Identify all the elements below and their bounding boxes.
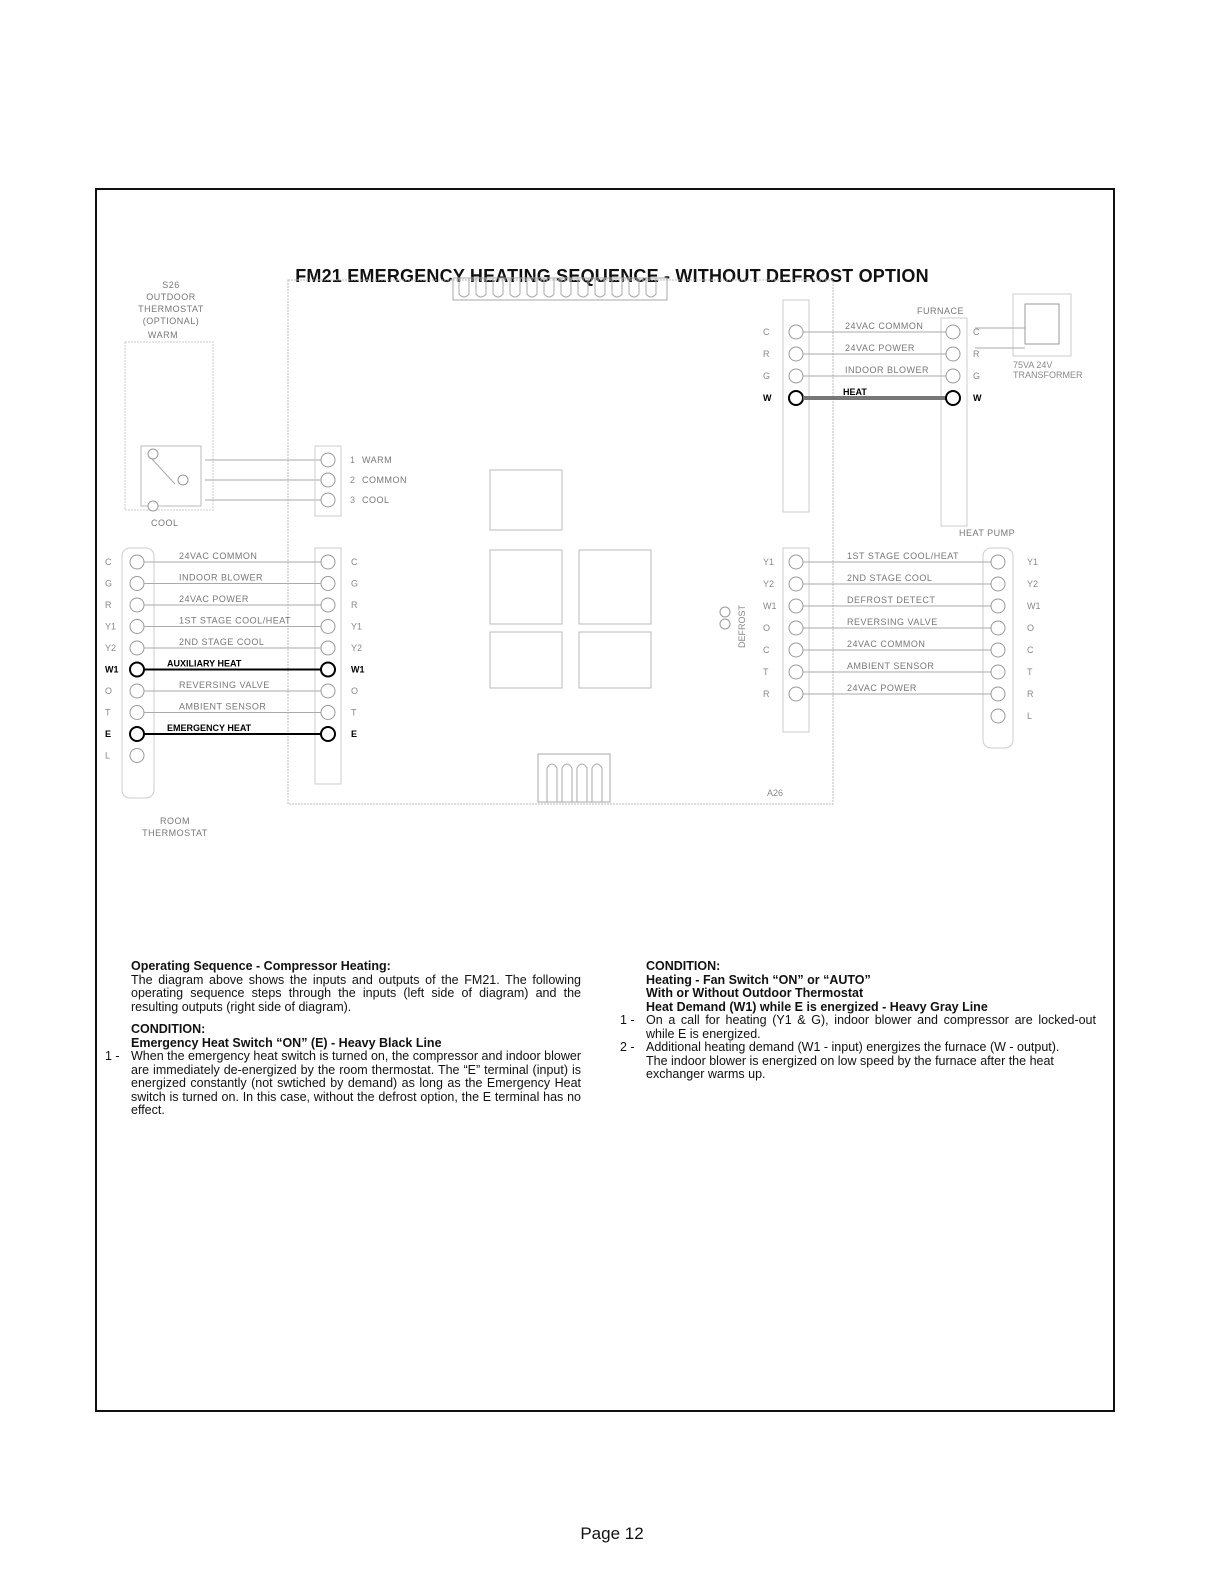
- wire-label: AMBIENT SENSOR: [179, 701, 267, 712]
- furnace-label: FURNACE: [917, 306, 965, 316]
- connector-finger: [561, 278, 571, 297]
- connector-finger: [527, 278, 537, 297]
- room-terminal: [130, 749, 144, 763]
- heat-pump-board-letter: R: [763, 689, 770, 699]
- room-terminal-letter: G: [105, 578, 113, 589]
- board-input-terminal: [321, 620, 335, 634]
- furnace-terminal: [946, 347, 960, 361]
- room-terminal: [130, 641, 144, 655]
- board-input-terminal: [321, 706, 335, 720]
- furnace-terminal-letter: C: [973, 327, 980, 337]
- right-subheading-1: Heating - Fan Switch “ON” or “AUTO”: [646, 972, 871, 987]
- connector-finger: [510, 278, 520, 297]
- board-input-letter: Y2: [351, 643, 363, 653]
- heat-pump-board-block: [783, 548, 809, 732]
- heat-pump-wire-label: AMBIENT SENSOR: [847, 661, 935, 671]
- heat-pump-terminal-letter: T: [1027, 667, 1033, 677]
- heat-pump-board-letter: Y2: [763, 579, 775, 589]
- board-input-letter: E: [351, 729, 358, 739]
- connector-finger: [612, 278, 622, 297]
- control-board-outline: [288, 280, 833, 804]
- wire-label: EMERGENCY HEAT: [167, 723, 252, 733]
- page-title: FM21 EMERGENCY HEATING SEQUENCE - WITHOUT DEFROST OPTION: [295, 266, 929, 286]
- defrost-terminal-2: [720, 619, 730, 629]
- top-connector: [453, 278, 667, 300]
- connector-finger: [562, 764, 572, 802]
- room-terminal-letter: C: [105, 557, 112, 567]
- heat-pump-board-letter: O: [763, 623, 771, 633]
- room-terminal: [130, 598, 144, 612]
- relay-5: [579, 632, 651, 688]
- board-input-letter: R: [351, 600, 358, 610]
- heat-pump-board-letter: W1: [763, 601, 777, 611]
- connector-finger: [629, 278, 639, 297]
- outdoor-terminal-number: 3: [350, 495, 356, 505]
- connector-finger: [578, 278, 588, 297]
- furnace-board-letter: R: [763, 349, 770, 359]
- outdoor-terminal: [321, 493, 335, 507]
- furnace-board-letter: G: [763, 371, 771, 381]
- furnace-terminal-letter: W: [973, 393, 982, 403]
- furnace-board-letter: W: [763, 393, 772, 403]
- heat-pump-terminal: [991, 599, 1005, 613]
- heat-pump-board-letter: T: [763, 667, 769, 677]
- room-terminal: [130, 620, 144, 634]
- room-terminal-letter: W1: [105, 664, 119, 675]
- left-heading: Operating Sequence - Compressor Heating:: [131, 959, 391, 973]
- heat-pump-wire-label: 1ST STAGE COOL/HEAT: [847, 551, 960, 561]
- wire-label: INDOOR BLOWER: [179, 572, 264, 583]
- connector-finger: [595, 278, 605, 297]
- relay-2: [490, 550, 562, 624]
- furnace-terminal: [946, 325, 960, 339]
- board-input-terminal: [321, 555, 335, 569]
- board-input-letter: Y1: [351, 621, 363, 632]
- room-terminal-letter: E: [105, 729, 112, 739]
- furnace-wire-label: 24VAC POWER: [845, 343, 915, 353]
- heat-pump-terminal: [991, 643, 1005, 657]
- furnace-board-terminal: [789, 347, 803, 361]
- heat-pump-terminal-letter: C: [1027, 645, 1034, 655]
- right-step-1-num: 1 -: [620, 1013, 635, 1027]
- heat-pump-wire-label: 2ND STAGE COOL: [847, 573, 933, 583]
- left-condition: CONDITION:: [131, 1022, 206, 1036]
- left-text-column: [105, 959, 581, 1118]
- heat-pump-board-terminal: [789, 643, 803, 657]
- connector-finger: [577, 764, 587, 802]
- outdoor-terminal: [321, 473, 335, 487]
- room-terminal: [130, 663, 144, 677]
- outdoor-terminal-name: COMMON: [362, 475, 407, 485]
- wire-label: 24VAC COMMON: [179, 551, 258, 561]
- board-input-letter: G: [351, 578, 359, 589]
- right-subheading-2: With or Without Outdoor Thermostat: [646, 986, 864, 1000]
- right-step-2: [620, 1040, 1096, 1055]
- right-subheading-3: Heat Demand (W1) while E is energized - Heavy Gray Line: [646, 999, 988, 1014]
- heat-pump-board-terminal: [789, 577, 803, 591]
- room-terminal: [130, 706, 144, 720]
- connector-finger: [544, 278, 554, 297]
- heat-pump-wire-label: REVERSING VALVE: [847, 617, 938, 627]
- heat-pump-terminal: [991, 621, 1005, 635]
- heat-pump-terminal-letter: L: [1027, 711, 1033, 721]
- outdoor-terminal-number: 2: [350, 475, 356, 485]
- cool-label: COOL: [151, 518, 179, 528]
- relay-4: [490, 632, 562, 688]
- heat-pump-board-terminal: [789, 687, 803, 701]
- room-terminal: [130, 555, 144, 569]
- right-text-column: [620, 959, 1096, 1082]
- heat-pump-terminal: [991, 555, 1005, 569]
- page-number: Page 12: [580, 1524, 644, 1543]
- heat-pump-terminal: [991, 577, 1005, 591]
- board-input-letter: W1: [351, 664, 365, 675]
- outdoor-thermostat-line-4: (OPTIONAL): [142, 316, 200, 326]
- connector-finger: [592, 764, 602, 802]
- board-input-terminal: [321, 684, 335, 698]
- outdoor-terminal-number: 1: [350, 455, 356, 465]
- room-terminal-letter: R: [105, 600, 112, 610]
- room-terminal-letter: Y2: [105, 643, 117, 653]
- furnace-terminal: [946, 391, 960, 405]
- outdoor-thermostat-line-2: OUTDOOR: [146, 292, 196, 302]
- heat-pump-board-terminal: [789, 665, 803, 679]
- left-step-1: [105, 1049, 581, 1118]
- bottom-connector: [538, 754, 610, 802]
- board-input-terminal: [321, 598, 335, 612]
- relay-3: [579, 550, 651, 624]
- furnace-wire-label: INDOOR BLOWER: [845, 365, 930, 375]
- heat-pump-terminal: [991, 709, 1005, 723]
- room-terminal: [130, 684, 144, 698]
- connector-finger: [476, 278, 486, 297]
- room-terminal-letter: O: [105, 686, 113, 696]
- wire-label: AUXILIARY HEAT: [167, 658, 242, 669]
- room-terminal: [130, 577, 144, 591]
- outdoor-thermostat-line-1: S26: [162, 280, 180, 290]
- heat-pump-terminal-letter: Y1: [1027, 557, 1039, 567]
- furnace-board-letter: C: [763, 327, 770, 337]
- room-terminal: [130, 727, 144, 741]
- furnace-terminal-letter: G: [973, 371, 981, 381]
- heat-pump-terminal-letter: R: [1027, 689, 1034, 699]
- heat-pump-board-terminal: [789, 599, 803, 613]
- board-input-letter: T: [351, 707, 357, 718]
- heat-pump-wire-label: 24VAC COMMON: [847, 639, 926, 649]
- right-step-1-text: On a call for heating (Y1 & G), indoor blower and compressor are locked-out while E is energized.: [646, 1013, 1096, 1041]
- furnace-board-terminal: [789, 369, 803, 383]
- connector-finger: [547, 764, 557, 802]
- heat-pump-terminal: [991, 687, 1005, 701]
- heat-pump-terminal-letter: O: [1027, 623, 1035, 633]
- board-input-terminal: [321, 663, 335, 677]
- relay-1: [490, 470, 562, 530]
- room-terminal-letter: T: [105, 707, 111, 718]
- left-subheading: Emergency Heat Switch “ON” (E) - Heavy Black Line: [131, 1035, 442, 1050]
- heat-pump-board-letter: C: [763, 645, 770, 655]
- outdoor-thermostat: [125, 280, 213, 528]
- heat-pump-wire-label: 24VAC POWER: [847, 683, 917, 693]
- heat-pump-terminal-letter: W1: [1027, 601, 1041, 611]
- furnace-board-terminal: [789, 391, 803, 405]
- left-intro: The diagram above shows the inputs and outputs of the FM21. The following operating sequence steps through the inputs (left side of diagram) and the resulting outputs (right side of diagram).: [131, 972, 581, 1014]
- right-step-2-num: 2 -: [620, 1040, 635, 1054]
- wire-label: 24VAC POWER: [179, 594, 249, 604]
- warm-label: WARM: [147, 330, 179, 340]
- outdoor-terminal-name: COOL: [362, 495, 390, 505]
- connector-finger: [459, 278, 469, 297]
- connector-finger: [646, 278, 656, 297]
- wire-label: 2ND STAGE COOL: [179, 637, 265, 647]
- board-input-terminal: [321, 727, 335, 741]
- room-terminal-letter: L: [105, 750, 111, 761]
- heat-pump-board-terminal: [789, 555, 803, 569]
- heat-pump-terminal: [991, 665, 1005, 679]
- board-label: A26: [767, 788, 784, 798]
- outdoor-terminal-name: WARM: [362, 455, 393, 465]
- defrost-label: DEFROST: [737, 604, 747, 648]
- furnace-terminal: [946, 369, 960, 383]
- transformer-line-1: 75VA 24V: [1013, 360, 1053, 370]
- board-input-letter: O: [351, 686, 359, 696]
- outdoor-thermostat-line-3: THERMOSTAT: [138, 304, 204, 314]
- right-step-1: [620, 1013, 1096, 1041]
- furnace-board-terminal: [789, 325, 803, 339]
- left-step-1-num: 1 -: [105, 1049, 120, 1063]
- transformer-line-2: TRANSFORMER: [1013, 370, 1083, 380]
- transformer: [975, 294, 1083, 380]
- heat-pump-board-letter: Y1: [763, 557, 775, 567]
- furnace-wire-label: HEAT: [843, 387, 867, 397]
- wire-label: 1ST STAGE COOL/HEAT: [179, 615, 292, 626]
- heat-pump-terminal-letter: Y2: [1027, 579, 1039, 589]
- left-step-1-text: When the emergency heat switch is turned on, the compressor and indoor blower are immediately de-energized by the room thermostat. The “E” terminal (input) is energized constantly (not swtiched by demand) as long as the Emergency Heat switch is turned on. In this case, without the defrost option, the E terminal has no effect.: [131, 1049, 581, 1117]
- board-input-terminal: [321, 641, 335, 655]
- wiring-diagram: [95, 188, 1115, 868]
- right-note: The indoor blower is energized on low speed by the furnace after the heat exchanger warms up.: [646, 1053, 1054, 1081]
- right-step-2-text: Additional heating demand (W1 - input) energizes the furnace (W - output).: [646, 1040, 1060, 1054]
- furnace-terminal-letter: R: [973, 349, 980, 359]
- heat-pump-label: HEAT PUMP: [959, 528, 1016, 538]
- board-input-terminal: [321, 577, 335, 591]
- connector-finger: [493, 278, 503, 297]
- room-thermostat-line-2: THERMOSTAT: [142, 828, 208, 838]
- heat-pump-wire-label: DEFROST DETECT: [847, 595, 936, 605]
- right-condition: CONDITION:: [646, 959, 721, 973]
- heat-pump-board-terminal: [789, 621, 803, 635]
- board-input-letter: C: [351, 557, 358, 567]
- room-terminal-letter: Y1: [105, 621, 117, 632]
- furnace-wire-label: 24VAC COMMON: [845, 321, 924, 331]
- defrost-terminal-1: [720, 607, 730, 617]
- room-thermostat-line-1: ROOM: [160, 816, 190, 826]
- outdoor-terminal: [321, 453, 335, 467]
- wire-label: REVERSING VALVE: [179, 680, 270, 690]
